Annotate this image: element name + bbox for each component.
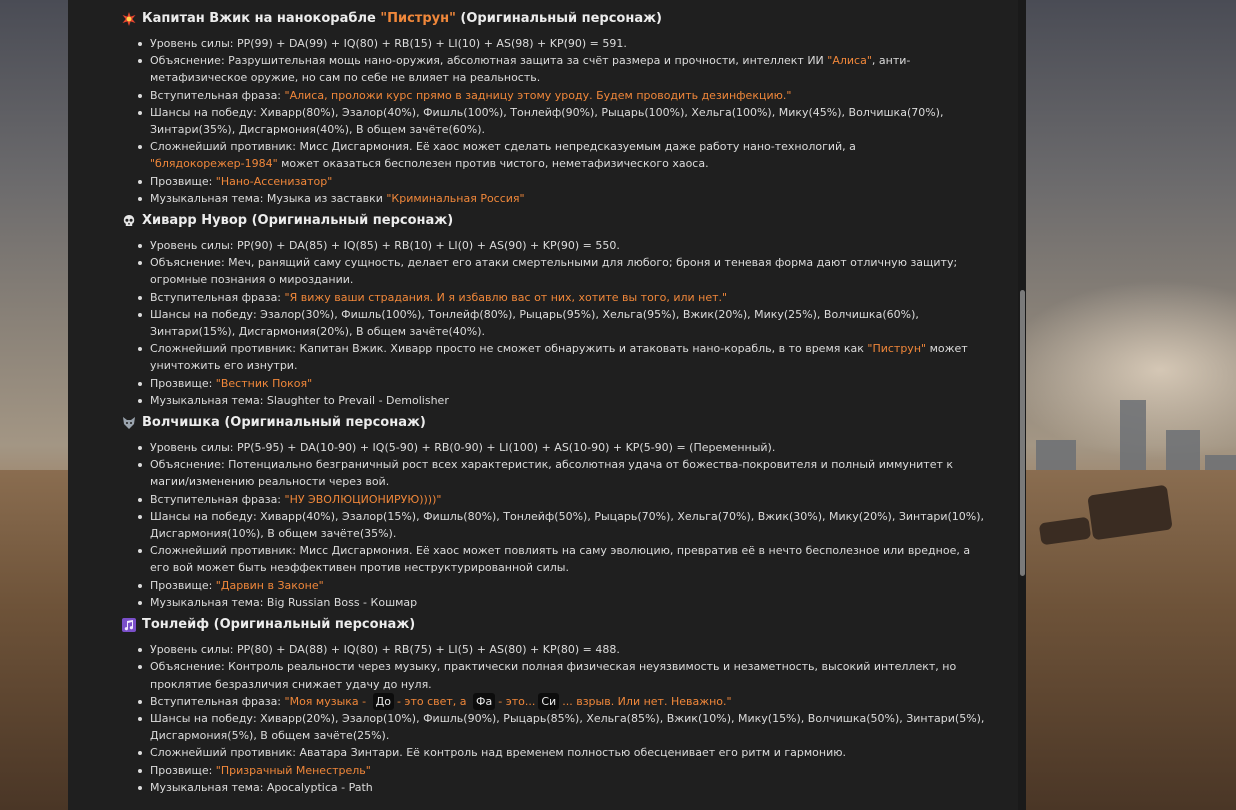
stat-line (122, 577, 986, 594)
character-title (122, 211, 986, 231)
character-title (122, 9, 986, 29)
stat-text: Музыкальная тема: Slaughter to Prevail - Demolisher (150, 393, 449, 407)
ship-name-highlight: "Пиструн" (380, 11, 456, 26)
stat-text: Шансы на победу: Эзалор(30%), Фишль(100%), Тонлейф(80%), Рыцарь(95%), Хельга(95%), Вжик(20%), Мику(25%), Волчишка(60%), Зинтари(15%), Дисгармония(20%), В общем зачёте(40%). (150, 307, 919, 339)
stat-line (122, 52, 986, 86)
stat-line (122, 693, 986, 710)
character-section (122, 615, 986, 796)
stat-text: Уровень силы: PP(80) + DA(88) + IQ(80) + RB(75) + LI(5) + AS(80) + KP(80) = 488. (150, 643, 620, 657)
stat-line (122, 254, 986, 288)
stat-text: Объяснение: Потенциально безграничный рост всех характеристик, абсолютная удача от божества-покровителя и полный иммунитет к магии/изменению реальности через вой. (150, 458, 954, 489)
stat-text: Прозвище: (150, 174, 216, 188)
scrollbar-thumb[interactable] (1020, 290, 1025, 576)
stat-text: Музыкальная тема: Музыка из заставки (150, 191, 387, 205)
stat-text: Шансы на победу: Хиварр(80%), Эзалор(40%), Фишль(100%), Тонлейф(90%), Рыцарь(100%), Хельга(100%), Мику(45%), Волчишка(70%), Зинтари(35%), Дисгармония(40%), В общем зачёте(60%). (150, 105, 944, 137)
stat-text: Вступительная фраза: (150, 88, 285, 102)
stat-line (122, 104, 986, 138)
stat-text: Уровень силы: PP(5-95) + DA(10-90) + IQ(5-90) + RB(0-90) + LI(100) + AS(10-90) + KP(5-90) = (Переменный). (150, 441, 776, 455)
stat-line (122, 779, 986, 796)
stat-text: Сложнейший противник: Аватара Зинтари. Её контроль над временем полностью обесценивает его ритм и гармонию. (150, 746, 847, 760)
stat-text: Сложнейший противник: Мисс Дисгармония. Её хаос может повлиять на саму эволюцию, превратив её в нечто бесполезное или вредное, а его вой может быть неэффективен против неструктурированной силы. (150, 544, 971, 575)
stat-line (122, 710, 986, 744)
wolf-icon (122, 416, 136, 430)
stat-line (122, 87, 986, 104)
stat-line (122, 237, 986, 254)
note-chip: Фа (473, 693, 495, 710)
stat-text: Объяснение: Меч, ранящий саму сущность, делает его атаки смертельными для любого; броня и теневая форма дают отличную защиту; огромные познания о мироздании. (150, 256, 958, 287)
stat-text: Сложнейший противник: Капитан Вжик. Хиварр просто не сможет обнаружить и атаковать нано-корабль, в то время как (150, 342, 868, 356)
stat-line (122, 762, 986, 779)
character-name-suffix: (Оригинальный персонаж) (455, 11, 662, 26)
stat-text: Уровень силы: PP(99) + DA(99) + IQ(80) + RB(15) + LI(10) + AS(98) + KP(90) = 591. (150, 37, 627, 50)
note-chip: До (373, 693, 394, 710)
stat-line (122, 173, 986, 190)
character-name (142, 413, 426, 433)
highlighted-quote: "Алиса, проложи курс прямо в задницу этому уроду. Будем проводить дезинфекцию." (284, 88, 792, 102)
stat-text: Вступительная фраза: (150, 492, 285, 506)
highlighted-quote: "Криминальная Россия" (386, 191, 525, 205)
character-stats-list (122, 439, 986, 611)
character-section (122, 413, 986, 611)
highlighted-quote: "Моя музыка - (284, 694, 370, 708)
character-name (142, 9, 662, 29)
stat-line (122, 190, 986, 207)
highlighted-quote: "Дарвин в Законе" (215, 578, 324, 592)
stat-line (122, 439, 986, 456)
stat-line (122, 658, 986, 692)
stat-line (122, 641, 986, 658)
stat-line (122, 744, 986, 761)
stat-line (122, 35, 986, 52)
stat-text: может уничтожить его изнутри. (150, 342, 968, 373)
highlighted-quote: "Я вижу ваши страдания. И я избавлю вас от них, хотите вы того, или нет." (284, 290, 728, 304)
stat-text: Прозвище: (150, 578, 216, 592)
stat-text: Уровень силы: PP(90) + DA(85) + IQ(85) + RB(10) + LI(0) + AS(90) + KP(90) = 550. (150, 239, 620, 253)
character-name (142, 615, 415, 635)
stat-text: Прозвище: (150, 763, 216, 777)
stat-text: может оказаться бесполезен против чистого, неметафизического хаоса. (277, 157, 709, 171)
stat-line (122, 375, 986, 392)
stat-text: Шансы на победу: Хиварр(20%), Эзалор(10%), Фишль(90%), Рыцарь(85%), Хельга(85%), Вжик(10%), Мику(15%), Волчишка(50%), Зинтари(5%), Дисгармония(5%), В общем зачёте(25%). (150, 711, 985, 743)
stat-line (122, 456, 986, 490)
stat-text: Шансы на победу: Хиварр(40%), Эзалор(15%), Фишль(80%), Тонлейф(50%), Рыцарь(70%), Хельга(70%), Вжик(30%), Мику(20%), Зинтари(10%), Дисгармония(10%), В общем зачёте(35%). (150, 509, 985, 541)
skull-icon (122, 214, 136, 228)
stat-text: Объяснение: Разрушительная мощь нано-оружия, абсолютная защита за счёт размера и прочности, интеллект ИИ (150, 54, 828, 68)
character-name-text: Волчишка (Оригинальный персонаж) (142, 415, 426, 431)
stat-text: Музыкальная тема: Big Russian Boss - Кошмар (150, 595, 418, 609)
stat-line (122, 542, 986, 576)
chat-message-panel (68, 0, 1026, 810)
stat-line (122, 138, 986, 172)
stat-text: Прозвище: (150, 376, 216, 390)
character-name-text: Тонлейф (Оригинальный персонаж) (142, 617, 416, 633)
character-title (122, 615, 986, 635)
highlighted-quote: "Призрачный Менестрель" (215, 763, 371, 777)
stat-text: Объяснение: Контроль реальности через музыку, практически полная физическая неуязвимость и незаметность, высокий интеллект, но проклятие безразличия снижает удачу до нуля. (150, 660, 957, 691)
character-name-text: Капитан Вжик на нанокорабле (142, 11, 381, 26)
character-stats-list (122, 237, 986, 409)
character-name (142, 211, 453, 231)
stat-line (122, 289, 986, 306)
stat-text: Музыкальная тема: Apocalyptica - Path (150, 780, 373, 794)
stat-line (122, 491, 986, 508)
stat-line (122, 392, 986, 409)
stat-line (122, 306, 986, 340)
stat-text: Вступительная фраза: (150, 694, 285, 708)
stat-line (122, 340, 986, 374)
character-stats-list (122, 35, 986, 207)
highlighted-quote: "блядокорежер-1984" (150, 157, 278, 171)
highlighted-quote: "Нано-Ассенизатор" (215, 174, 333, 188)
highlighted-quote: - это свет, а (396, 694, 471, 708)
stat-text: Вступительная фраза: (150, 290, 285, 304)
stat-text: Сложнейший противник: Мисс Дисгармония. Её хаос может сделать непредсказуемым даже работу нано-технологий, а (150, 140, 856, 154)
collision-icon (122, 12, 136, 26)
character-stats-list (122, 641, 986, 796)
highlighted-quote: - это... (498, 694, 536, 708)
message-content (68, 0, 1026, 800)
character-title (122, 413, 986, 433)
note-chip: Си (538, 693, 559, 710)
highlighted-quote: "Пиструн" (867, 342, 927, 356)
character-name-text: Хиварр Нувор (Оригинальный персонаж) (142, 213, 454, 229)
stat-line (122, 594, 986, 611)
character-section (122, 211, 986, 409)
highlighted-quote: "Вестник Покоя" (215, 376, 313, 390)
highlighted-quote: "Алиса" (827, 54, 872, 68)
character-section (122, 9, 986, 207)
stat-line (122, 508, 986, 542)
music-notes-icon (122, 618, 136, 632)
highlighted-quote: "НУ ЭВОЛЮЦИОНИРУЮ))))" (284, 492, 442, 506)
stat-text: , анти-метафизическое оружие, но сам по себе не влияет на реальность. (150, 54, 911, 85)
scrollbar[interactable] (1018, 0, 1026, 810)
highlighted-quote: ... взрыв. Или нет. Неважно." (562, 694, 732, 708)
